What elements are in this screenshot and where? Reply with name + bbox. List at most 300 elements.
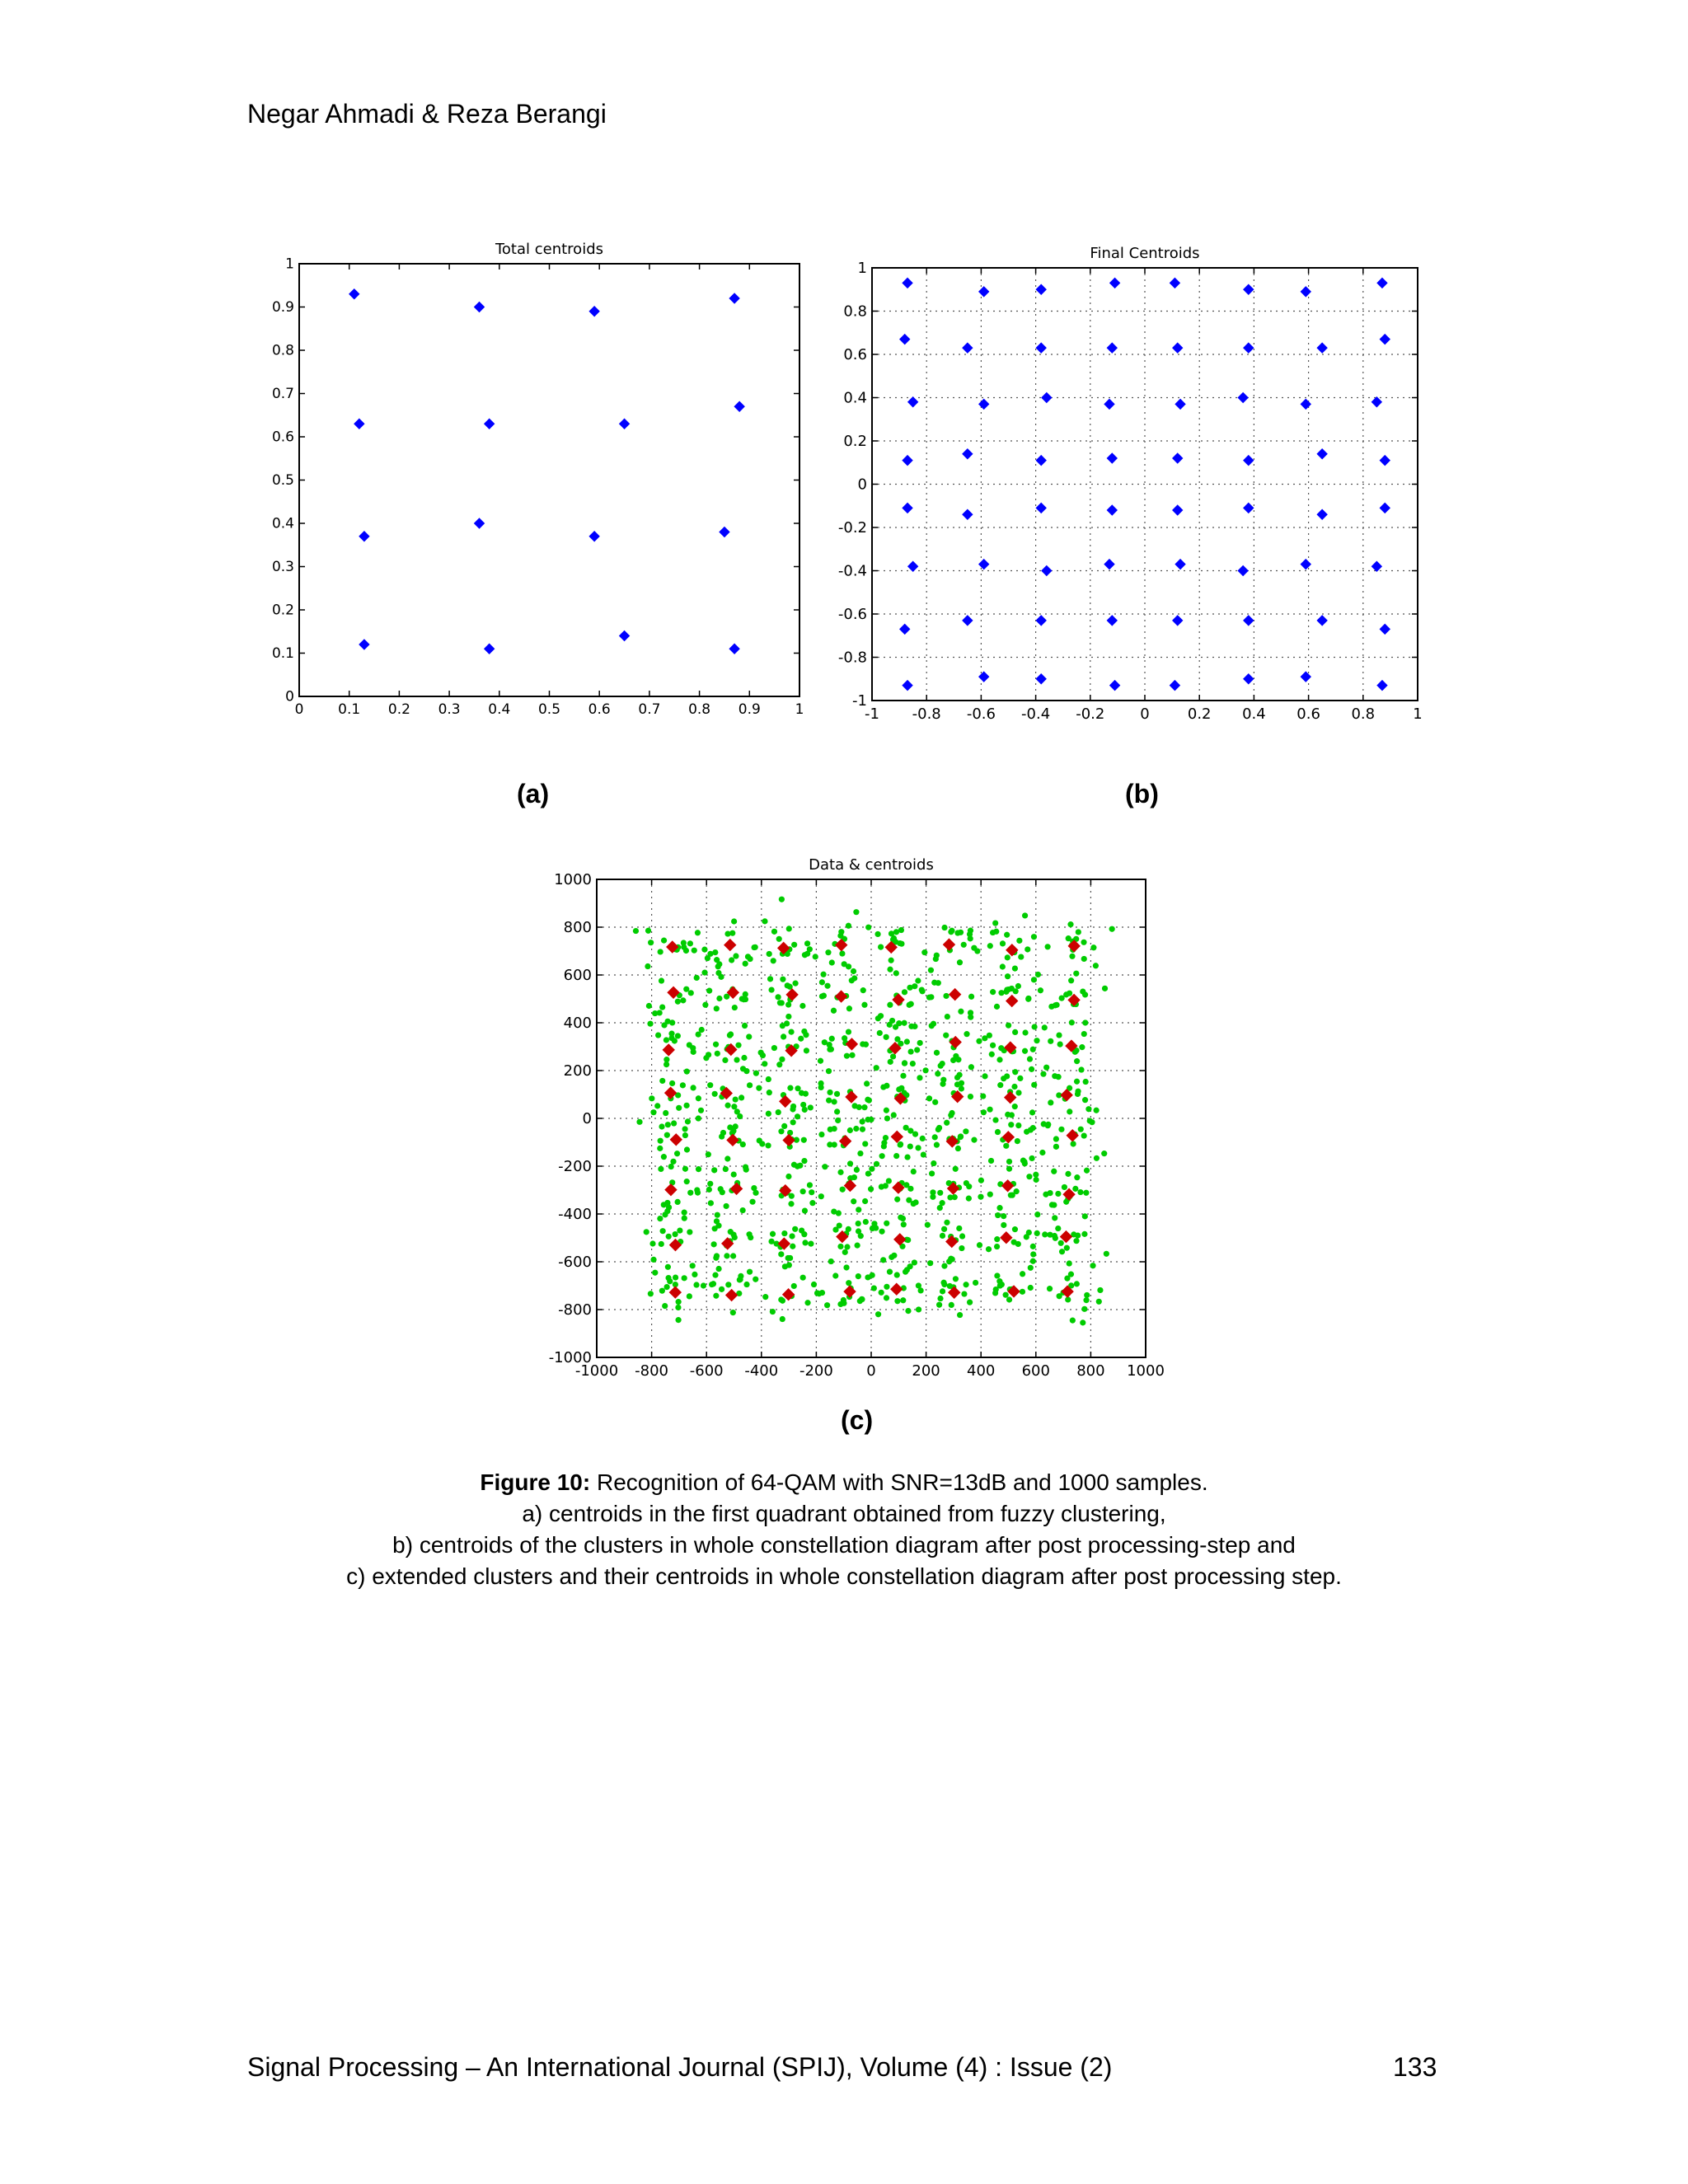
data-point — [800, 1275, 806, 1281]
data-point — [964, 1180, 969, 1186]
data-point — [871, 1285, 877, 1291]
data-point — [943, 1033, 949, 1038]
data-point — [1057, 1041, 1063, 1047]
data-point — [917, 1040, 923, 1046]
data-point — [670, 1159, 676, 1165]
data-point — [859, 1296, 865, 1302]
data-point — [1004, 932, 1010, 938]
data-point — [948, 929, 954, 935]
data-point — [1048, 1099, 1053, 1105]
data-point — [728, 1229, 734, 1235]
data-point — [932, 1099, 938, 1105]
data-point — [990, 989, 996, 995]
data-point — [1074, 1079, 1080, 1085]
data-point — [1083, 1079, 1089, 1085]
data-point — [649, 1240, 655, 1246]
data-point — [729, 930, 735, 936]
data-point — [648, 940, 654, 945]
plot-area — [299, 264, 799, 696]
data-point — [659, 1288, 665, 1294]
data-point — [732, 1235, 738, 1240]
data-point — [714, 1218, 720, 1224]
data-point — [787, 1255, 793, 1261]
data-point — [1015, 1122, 1021, 1128]
data-point — [808, 1241, 814, 1247]
data-point — [977, 1242, 982, 1248]
data-point — [1024, 1129, 1029, 1135]
data-point — [1005, 954, 1010, 960]
data-point — [681, 940, 687, 945]
data-point — [724, 1155, 730, 1161]
data-point — [829, 1036, 835, 1042]
data-point — [997, 1082, 1003, 1088]
data-point — [1038, 987, 1043, 993]
data-point — [1006, 987, 1011, 992]
data-point — [1082, 1019, 1088, 1025]
data-point — [982, 1073, 987, 1079]
data-point — [1075, 1091, 1081, 1097]
data-point — [712, 1272, 718, 1278]
data-point — [1102, 986, 1108, 991]
data-point — [682, 1132, 688, 1138]
data-point — [804, 1047, 809, 1053]
data-point — [981, 1109, 987, 1115]
data-point — [1042, 1231, 1048, 1237]
x-tick-label: 600 — [1021, 1362, 1050, 1380]
data-point — [937, 1296, 943, 1301]
data-point — [1055, 1226, 1061, 1231]
x-tick-label: -0.2 — [1076, 705, 1105, 723]
y-tick-label: 200 — [563, 1062, 592, 1080]
data-point — [904, 1154, 910, 1160]
data-point — [993, 1286, 999, 1292]
data-point — [902, 1060, 907, 1066]
data-point — [1053, 1136, 1059, 1141]
data-point — [1018, 954, 1024, 959]
data-point — [645, 963, 650, 969]
data-point — [1015, 1138, 1020, 1144]
data-point — [684, 1179, 690, 1184]
data-point — [795, 1085, 800, 1091]
data-point — [687, 1293, 692, 1299]
data-point — [868, 1186, 874, 1192]
data-point — [963, 1128, 968, 1134]
data-point — [809, 1200, 815, 1206]
data-point — [856, 1104, 862, 1110]
data-point — [959, 1245, 964, 1251]
data-point — [853, 909, 859, 915]
data-point — [753, 1277, 758, 1282]
data-point — [978, 1178, 984, 1183]
caption-line-1 — [0, 1467, 1688, 1498]
data-point — [1065, 1171, 1071, 1177]
data-point — [650, 1109, 656, 1115]
data-point — [1077, 1189, 1083, 1195]
data-point — [891, 935, 897, 941]
data-point — [874, 1065, 879, 1071]
data-point — [742, 1023, 748, 1029]
data-point — [1078, 1066, 1084, 1072]
data-point — [1022, 1029, 1028, 1035]
data-point — [743, 1164, 748, 1169]
data-point — [766, 1111, 771, 1117]
data-point — [869, 1166, 874, 1172]
data-point — [935, 1071, 940, 1076]
data-point — [918, 1287, 924, 1293]
data-point — [1027, 1056, 1033, 1062]
x-tick-label: 0.5 — [537, 701, 561, 718]
data-point — [788, 1201, 794, 1207]
data-point — [650, 1257, 656, 1263]
data-point — [1067, 1260, 1072, 1266]
data-point — [1051, 1202, 1057, 1208]
data-point — [875, 1311, 881, 1317]
data-point — [896, 1086, 902, 1092]
data-point — [722, 1057, 728, 1063]
data-point — [931, 1021, 936, 1027]
data-point — [862, 1141, 868, 1146]
data-point — [1080, 1319, 1085, 1325]
data-point — [737, 1113, 743, 1119]
data-point — [1006, 1159, 1012, 1165]
data-point — [707, 1082, 713, 1088]
y-tick-label: -0.4 — [837, 562, 867, 580]
data-point — [730, 1310, 736, 1315]
data-point — [791, 1283, 797, 1289]
data-point — [941, 925, 947, 930]
data-point — [733, 1123, 738, 1129]
data-point — [802, 1207, 808, 1213]
x-tick-label: -1000 — [574, 1362, 619, 1380]
data-point — [1048, 1038, 1053, 1044]
data-point — [943, 993, 949, 999]
data-point — [680, 997, 686, 1003]
data-point — [938, 1063, 944, 1069]
data-point — [778, 1128, 784, 1134]
data-point — [948, 1256, 954, 1262]
data-point — [698, 1108, 704, 1113]
data-point — [801, 1158, 807, 1164]
data-point — [1069, 954, 1075, 959]
data-point — [843, 1264, 849, 1270]
data-point — [849, 1052, 855, 1058]
data-point — [907, 1263, 913, 1269]
sublabel-c: (c) — [841, 1405, 874, 1435]
data-point — [874, 1161, 879, 1167]
data-point — [941, 1226, 947, 1232]
y-tick-label: 0 — [857, 476, 867, 494]
data-point — [957, 1312, 963, 1318]
data-point — [1000, 940, 1006, 946]
data-point — [1042, 1024, 1048, 1030]
data-point — [690, 1085, 696, 1090]
data-point — [780, 1298, 785, 1304]
data-point — [828, 1258, 834, 1264]
data-point — [1039, 1150, 1045, 1155]
data-point — [1081, 956, 1087, 962]
data-point — [1031, 1024, 1037, 1029]
x-tick-label: -1 — [865, 705, 879, 723]
data-point — [712, 1091, 718, 1097]
data-point — [1003, 1143, 1009, 1149]
data-point — [971, 945, 977, 951]
data-point — [934, 953, 940, 958]
data-point — [1026, 1174, 1032, 1179]
data-point — [775, 994, 781, 1000]
data-point — [659, 977, 664, 983]
data-point — [776, 936, 782, 942]
data-point — [837, 1169, 843, 1175]
data-point — [1013, 988, 1019, 994]
data-point — [941, 1263, 947, 1269]
y-tick-label: 0.6 — [271, 429, 294, 446]
data-point — [1097, 1287, 1103, 1293]
data-point — [929, 1170, 935, 1176]
data-point — [1006, 1296, 1012, 1302]
data-point — [940, 1288, 945, 1294]
data-point — [1055, 1191, 1061, 1197]
data-point — [1005, 973, 1010, 979]
data-point — [968, 1015, 973, 1020]
data-point — [968, 928, 973, 934]
data-point — [1041, 1121, 1047, 1127]
data-point — [684, 1069, 690, 1075]
data-point — [677, 1227, 682, 1233]
data-point — [1022, 1048, 1028, 1054]
data-point — [713, 1293, 719, 1299]
data-point — [706, 1151, 711, 1157]
data-point — [790, 1106, 795, 1112]
data-point — [804, 1300, 810, 1305]
data-point — [1017, 1076, 1023, 1081]
data-point — [1064, 1245, 1070, 1251]
sublabel-b: (b) — [1125, 779, 1159, 808]
data-point — [795, 1164, 800, 1169]
data-point — [781, 1123, 787, 1129]
data-point — [719, 1286, 724, 1292]
data-point — [1034, 1230, 1040, 1236]
data-point — [855, 1243, 860, 1249]
data-point — [1011, 1240, 1017, 1245]
data-point — [973, 1280, 978, 1286]
data-point — [864, 1080, 870, 1086]
data-point — [716, 996, 722, 1001]
data-point — [822, 1164, 828, 1169]
data-point — [944, 1220, 950, 1226]
data-point — [1029, 1109, 1035, 1115]
data-point — [1072, 1186, 1078, 1192]
data-point — [1048, 1004, 1054, 1010]
data-point — [662, 1212, 668, 1217]
data-point — [1012, 1226, 1018, 1232]
data-point — [1082, 1097, 1088, 1103]
data-point — [914, 1047, 920, 1052]
data-point — [937, 1190, 943, 1196]
data-point — [889, 1018, 895, 1024]
y-tick-label: -600 — [558, 1254, 592, 1271]
data-point — [957, 1072, 963, 1078]
data-point — [971, 1137, 977, 1143]
y-tick-label: 0.5 — [271, 472, 294, 490]
data-point — [956, 1226, 962, 1231]
data-point — [687, 1042, 692, 1047]
data-point — [856, 1221, 861, 1226]
data-point — [713, 1255, 719, 1261]
y-tick-label: -1 — [852, 692, 867, 710]
data-point — [676, 1105, 682, 1111]
chart-title: Total centroids — [495, 241, 604, 258]
data-point — [837, 933, 843, 939]
data-point — [1014, 1188, 1020, 1194]
data-point — [966, 1196, 972, 1202]
data-point — [713, 1042, 719, 1047]
data-point — [1058, 1240, 1064, 1246]
data-point — [732, 1005, 738, 1010]
data-point — [1081, 1231, 1087, 1237]
data-point — [767, 1090, 772, 1095]
data-point — [818, 1193, 824, 1199]
data-point — [1071, 1141, 1076, 1146]
data-point — [1006, 1166, 1012, 1172]
data-point — [884, 1115, 890, 1121]
data-point — [854, 1167, 860, 1173]
data-point — [880, 1257, 886, 1263]
data-point — [673, 1231, 678, 1237]
data-point — [846, 1029, 851, 1034]
data-point — [1101, 1151, 1107, 1156]
data-point — [729, 957, 734, 963]
y-tick-label: -200 — [558, 1158, 592, 1175]
data-point — [747, 956, 753, 962]
data-point — [665, 1275, 671, 1281]
data-point — [715, 1212, 720, 1218]
data-point — [851, 1174, 857, 1180]
data-point — [987, 1107, 992, 1113]
data-point — [1028, 1265, 1034, 1271]
data-point — [818, 1085, 824, 1090]
data-point — [888, 1059, 893, 1065]
x-tick-label: 0 — [294, 701, 304, 718]
data-point — [733, 1096, 738, 1102]
x-tick-label: 0.1 — [338, 701, 361, 718]
data-point — [762, 1061, 767, 1066]
data-point — [937, 1205, 943, 1211]
data-point — [644, 1229, 649, 1235]
data-point — [1047, 1286, 1053, 1291]
x-tick-label: 400 — [967, 1362, 996, 1380]
data-point — [658, 1138, 663, 1144]
data-point — [1015, 1090, 1021, 1095]
data-point — [659, 1078, 665, 1084]
y-tick-label: 1000 — [554, 871, 592, 888]
data-point — [1025, 996, 1031, 1001]
x-tick-label: 0.2 — [1187, 705, 1212, 723]
data-point — [1094, 1155, 1100, 1161]
data-point — [927, 1260, 933, 1266]
data-point — [840, 1187, 846, 1193]
data-point — [908, 1048, 914, 1054]
data-point — [1070, 1318, 1076, 1324]
data-point — [1074, 1174, 1080, 1180]
data-point — [1094, 1108, 1100, 1113]
data-point — [846, 1280, 851, 1286]
data-point — [982, 1035, 987, 1041]
data-point — [725, 1282, 731, 1287]
x-tick-label: 0.4 — [1242, 705, 1266, 723]
data-point — [878, 944, 884, 949]
data-point — [801, 1231, 807, 1237]
data-point — [900, 1073, 906, 1079]
data-point — [860, 1127, 865, 1132]
data-point — [928, 994, 934, 1000]
data-point — [690, 1263, 696, 1268]
data-point — [1034, 1038, 1039, 1043]
data-point — [846, 1005, 852, 1011]
data-point — [702, 1002, 708, 1008]
data-point — [894, 1197, 900, 1202]
data-point — [940, 1233, 945, 1239]
data-point — [781, 1033, 786, 1039]
data-point — [851, 975, 857, 981]
data-point — [907, 1143, 913, 1149]
data-point — [692, 1272, 697, 1277]
data-point — [1001, 1222, 1006, 1228]
data-point — [828, 1127, 833, 1132]
data-point — [950, 1057, 956, 1063]
y-tick-label: -0.2 — [837, 519, 867, 537]
data-point — [988, 1158, 994, 1164]
data-point — [786, 926, 792, 931]
chart-title: Final Centroids — [1090, 245, 1200, 262]
caption-line-4: c) extended clusters and their centroids in whole constellation diagram after post processing step. — [346, 1563, 1342, 1589]
data-point — [1082, 991, 1088, 997]
data-point — [816, 1291, 822, 1296]
data-point — [989, 1052, 995, 1057]
data-point — [1008, 1122, 1014, 1127]
data-point — [1001, 1213, 1006, 1219]
y-tick-label: 400 — [563, 1015, 592, 1032]
data-point — [959, 1080, 964, 1086]
x-tick-label: 0 — [1140, 705, 1150, 723]
data-point — [1012, 1069, 1018, 1075]
data-point — [767, 951, 772, 957]
data-point — [889, 958, 894, 963]
data-point — [1030, 1125, 1036, 1131]
data-point — [779, 897, 785, 902]
data-point — [768, 987, 774, 992]
caption-label: Figure 10: — [480, 1469, 591, 1495]
data-point — [813, 954, 818, 959]
data-point — [785, 1001, 791, 1007]
caption-line-2: a) centroids in the first quadrant obtained from fuzzy clustering, — [522, 1501, 1166, 1526]
data-point — [826, 1098, 832, 1104]
data-point — [949, 1110, 954, 1116]
data-point — [1012, 1104, 1018, 1109]
data-point — [968, 1064, 974, 1070]
chart-final-centroids — [832, 231, 1451, 758]
data-point — [916, 1306, 921, 1312]
data-point — [802, 952, 808, 958]
data-point — [687, 1190, 693, 1196]
data-point — [1078, 1127, 1084, 1132]
data-point — [865, 1117, 870, 1122]
data-point — [821, 993, 827, 999]
y-tick-label: 0.2 — [843, 433, 867, 450]
y-tick-label: 0 — [285, 688, 294, 705]
data-point — [1089, 1119, 1095, 1125]
y-tick-label: 600 — [563, 967, 592, 984]
data-point — [1084, 1292, 1090, 1298]
